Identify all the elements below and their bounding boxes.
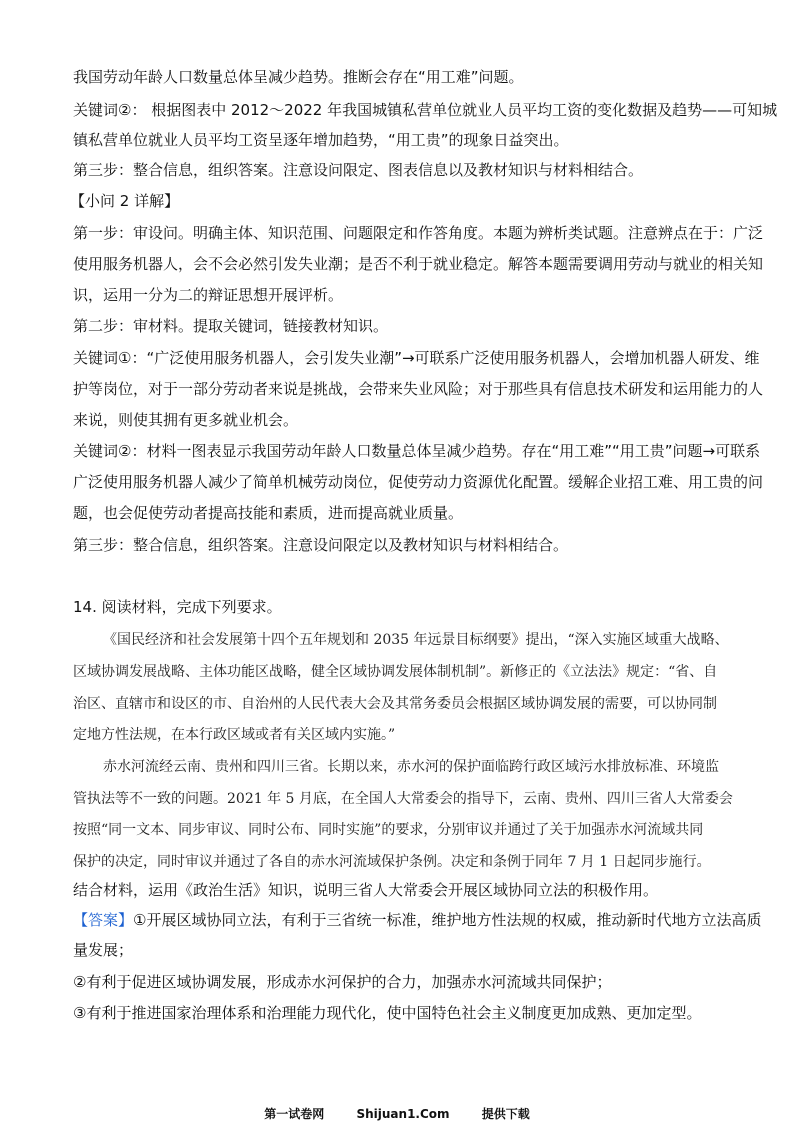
answer-line: [73, 910, 761, 930]
material-line: 管执法等不一致的问题。2021 年 5 月底，在全国人大常委会的指导下，云南、贵州、四川三省人大常委会: [73, 791, 733, 807]
material-line: 按照“同一文本、同步审议、同时公布、同时实施”的要求，分别审议并通过了关于加强赤水河流域共同: [73, 822, 704, 838]
material-line: 保护的决定，同时审议并通过了各自的赤水河流域保护条例。决定和条例于同年 7 月 1 日起同步施行。: [73, 854, 711, 870]
text-line: 我国劳动年龄人口数量总体呈减少趋势。推断会存在“用工难”问题。: [73, 68, 524, 86]
keyword-1-line: 护等岗位，对于一部分劳动者来说是挑战，会带来失业风险；对于那些具有信息技术研发和运用能力的人: [73, 380, 764, 398]
footer-domain: Shijuan1.Com: [356, 1107, 450, 1121]
keyword-2-line: 关键词②： 根据图表中 2012～2022 年我国城镇私营单位就业人员平均工资的变化数据及趋势——可知城: [73, 101, 778, 119]
step-3-line: 第三步：整合信息，组织答案。注意设问限定、图表信息以及教材知识与材料相结合。: [73, 161, 644, 179]
answer-3-line: ③有利于推进国家治理体系和治理能力现代化，使中国特色社会主义制度更加成熟、更加定型。: [73, 1004, 702, 1022]
answer-label: 【答案】: [73, 911, 134, 929]
question-prompt: 结合材料，运用《政治生活》知识，说明三省人大常委会开展区域协同立法的积极作用。: [73, 881, 659, 899]
keyword-1-line: 关键词①：“广泛使用服务机器人，会引发失业潮”→可联系广泛使用服务机器人，会增加机器人研发、维: [73, 349, 760, 367]
step-3-line: 第三步：整合信息，组织答案。注意设问限定以及教材知识与材料相结合。: [73, 536, 569, 554]
material-line: 区域协调发展战略、主体功能区战略，健全区域协调发展体制机制”。新修正的《立法法》规定：“省、自: [73, 664, 718, 680]
material-line: 治区、直辖市和设区的市、自治州的人民代表大会及其常务委员会根据区域协调发展的需要，可以协同制: [73, 696, 717, 712]
answer-1-text: ①开展区域协同立法，有利于三省统一标准，维护地方性法规的权威，推动新时代地方立法高质: [133, 911, 762, 929]
page-footer: [0, 1106, 794, 1122]
step-1-line: 第一步：审设问。明确主体、知识范围、问题限定和作答角度。本题为辨析类试题。注意辨点在于：广泛: [73, 224, 764, 242]
keyword-2-line: 关键词②：材料一图表显示我国劳动年龄人口数量总体呈减少趋势。存在“用工难”“用工贵”问题→可联系: [73, 442, 761, 460]
material-line: 赤水河流经云南、贵州和四川三省。长期以来，赤水河的保护面临跨行政区域污水排放标准、环境监: [103, 759, 719, 775]
answer-2-line: ②有利于促进区域协调发展，形成赤水河保护的合力，加强赤水河流域共同保护；: [73, 973, 612, 991]
step-1-line: 识，运用一分为二的辩证思想开展评析。: [73, 286, 344, 304]
answer-line: 量发展；: [73, 941, 134, 959]
keyword-1-line: 来说，则使其拥有更多就业机会。: [73, 411, 299, 429]
material-line: 《国民经济和社会发展第十四个五年规划和 2035 年远景目标纲要》提出，“深入实施区域重大战略、: [103, 632, 729, 648]
step-1-line: 使用服务机器人，会不会必然引发失业潮；是否不利于就业稳定。解答本题需要调用劳动与就业的相关知: [73, 255, 764, 273]
question-title: 14. 阅读材料，完成下列要求。: [73, 598, 282, 616]
footer-site-name: 第一试卷网: [264, 1107, 325, 1121]
keyword-2-line: 题，也会促使劳动者提高技能和素质，进而提高就业质量。: [73, 504, 464, 522]
step-2-line: 第二步：审材料。提取关键词，链接教材知识。: [73, 317, 389, 335]
section-heading: 【小问 2 详解】: [70, 192, 180, 210]
material-line: 定地方性法规，在本行政区域或者有关区域内实施。”: [73, 727, 396, 743]
footer-download: 提供下载: [481, 1107, 530, 1121]
keyword-2-line: 广泛使用服务机器人减少了简单机械劳动岗位，促使劳动力资源优化配置。缓解企业招工难、用工贵的问: [73, 473, 764, 491]
keyword-2-line: 镇私营单位就业人员平均工资呈逐年增加趋势，“用工贵”的现象日益突出。: [73, 131, 569, 149]
